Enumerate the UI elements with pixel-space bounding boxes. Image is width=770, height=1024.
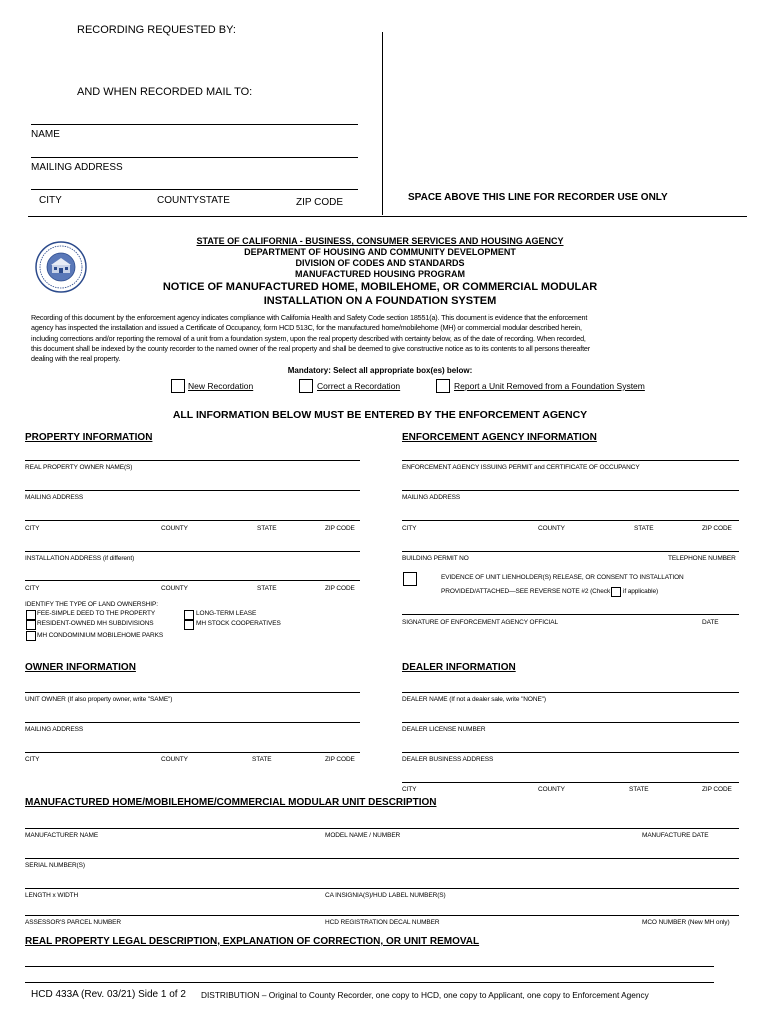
- dealer-license-label: DEALER LICENSE NUMBER: [402, 726, 486, 733]
- form-title-line-1: NOTICE OF MANUFACTURED HOME, MOBILEHOME, OR COMMERCIAL MODULAR: [162, 281, 598, 293]
- intro-line: including corrections and/or reporting the removal of a unit from a foundation system, upon the real property described with certainty below, as of the date of recording. When recorded,: [31, 333, 586, 343]
- issuing-agency-line[interactable]: [402, 460, 739, 461]
- agency-zip-label: ZIP CODE: [702, 525, 732, 532]
- install-county-label: COUNTY: [161, 585, 188, 592]
- legal-line-1[interactable]: [25, 966, 714, 967]
- intro-line: Recording of this document by the enforcement agency indicates compliance with California Health and Safety Code section 18551(a). This document is evidence that the enforcement: [31, 313, 588, 322]
- long-term-lease-label: LONG-TERM LEASE: [196, 610, 257, 617]
- city-label: CITY: [39, 195, 62, 206]
- install-zip-label: ZIP CODE: [325, 585, 355, 592]
- property-mailing-line[interactable]: [25, 490, 360, 491]
- issuing-agency-label: ENFORCEMENT AGENCY ISSUING PERMIT and CERTIFICATE OF OCCUPANCY: [402, 464, 640, 471]
- signature-line[interactable]: [402, 614, 739, 615]
- signature-label: SIGNATURE OF ENFORCEMENT AGENCY OFFICIAL: [402, 619, 558, 626]
- parcel-line[interactable]: [25, 915, 739, 916]
- mco-label: MCO NUMBER (New MH only): [642, 919, 730, 926]
- decal-label: HCD REGISTRATION DECAL NUMBER: [325, 919, 440, 926]
- stock-coop-label: MH STOCK COOPERATIVES: [196, 620, 281, 627]
- property-city-label: CITY: [25, 525, 40, 532]
- lienholder-label-2b: if applicable): [623, 588, 659, 595]
- owner-names-line[interactable]: [25, 460, 360, 461]
- stock-coop-checkbox[interactable]: [184, 620, 194, 630]
- mailing-address-line[interactable]: [31, 157, 358, 158]
- lienholder-label-2a: PROVIDED/ATTACHED—SEE REVERSE NOTE #2 (Check: [441, 588, 611, 595]
- permit-no-label: BUILDING PERMIT NO: [402, 555, 469, 562]
- fee-simple-checkbox[interactable]: [26, 610, 36, 620]
- lienholder-label-1: EVIDENCE OF UNIT LIENHOLDER(S) RELEASE, OR CONSENT TO INSTALLATION: [441, 574, 684, 581]
- dealer-city-label: CITY: [402, 786, 417, 793]
- enforcement-info-heading: ENFORCEMENT AGENCY INFORMATION: [402, 432, 597, 443]
- model-label: MODEL NAME / NUMBER: [325, 832, 401, 839]
- signature-date-label: DATE: [702, 619, 719, 626]
- form-id: HCD 433A (Rev. 03/21) Side 1 of 2: [31, 989, 186, 1000]
- dealer-info-heading: DEALER INFORMATION: [402, 662, 516, 673]
- property-county-label: COUNTY: [161, 525, 188, 532]
- owner-zip-label: ZIP CODE: [325, 756, 355, 763]
- owner-city-label: CITY: [25, 756, 40, 763]
- land-ownership-label: IDENTIFY THE TYPE OF LAND OWNERSHIP:: [25, 601, 158, 608]
- agency-state-label: STATE: [634, 525, 654, 532]
- telephone-label: TELEPHONE NUMBER: [668, 555, 736, 562]
- agency-mailing-label: MAILING ADDRESS: [402, 494, 461, 501]
- install-city-label: CITY: [25, 585, 40, 592]
- agency-line-2: DEPARTMENT OF HOUSING AND COMMUNITY DEVELOPMENT: [244, 247, 516, 257]
- insignia-label: CA INSIGNIA(S)/HUD LABEL NUMBER(S): [325, 892, 446, 899]
- agency-city-line[interactable]: [402, 520, 739, 521]
- city-line[interactable]: [31, 189, 358, 190]
- all-info-heading: ALL INFORMATION BELOW MUST BE ENTERED BY THE ENFORCEMENT AGENCY: [172, 409, 588, 421]
- long-term-lease-checkbox[interactable]: [184, 610, 194, 620]
- mail-to-label: AND WHEN RECORDED MAIL TO:: [77, 86, 253, 98]
- install-city-line[interactable]: [25, 580, 360, 581]
- agency-heading: [150, 236, 610, 280]
- name-label: NAME: [31, 129, 60, 140]
- agency-line-4: MANUFACTURED HOUSING PROGRAM: [295, 269, 465, 279]
- property-mailing-label: MAILING ADDRESS: [25, 494, 84, 501]
- new-recordation-label: New Recordation: [188, 381, 254, 391]
- distribution-note: DISTRIBUTION – Original to County Recorder, one copy to HCD, one copy to Applicant, one copy to Enforcement Agency: [201, 990, 649, 1000]
- owner-state-label: STATE: [252, 756, 272, 763]
- serial-label: SERIAL NUMBER(S): [25, 862, 85, 869]
- correct-recordation-checkbox[interactable]: [299, 379, 313, 393]
- dealer-name-line[interactable]: [402, 692, 739, 693]
- dealer-zip-label: ZIP CODE: [702, 786, 732, 793]
- dealer-county-label: COUNTY: [538, 786, 565, 793]
- county-state-label: COUNTYSTATE: [157, 195, 230, 206]
- report-removed-label: Report a Unit Removed from a Foundation System: [454, 381, 645, 391]
- manufacture-date-label: MANUFACTURE DATE: [642, 832, 709, 839]
- resident-owned-label: RESIDENT-OWNED MH SUBDIVISIONS: [37, 620, 154, 627]
- owner-info-heading: OWNER INFORMATION: [25, 662, 136, 673]
- agency-county-label: COUNTY: [538, 525, 565, 532]
- parcel-label: ASSESSOR'S PARCEL NUMBER: [25, 919, 122, 926]
- install-state-label: STATE: [257, 585, 277, 592]
- owner-mailing-label: MAILING ADDRESS: [25, 726, 84, 733]
- property-city-line[interactable]: [25, 520, 360, 521]
- mailing-address-label: MAILING ADDRESS: [31, 162, 123, 173]
- form-title-line-2: INSTALLATION ON A FOUNDATION SYSTEM: [263, 295, 497, 307]
- install-address-label: INSTALLATION ADDRESS (if different): [25, 555, 135, 562]
- lienholder-applicable-checkbox[interactable]: [611, 587, 621, 597]
- intro-line: agency has inspected the installation and issued a Certificate of Occupancy, form HCD 513C, for the manufactured home/mobilehome (MH) or commercial modular described herein,: [31, 323, 582, 333]
- dealer-state-label: STATE: [629, 786, 649, 793]
- agency-city-label: CITY: [402, 525, 417, 532]
- fee-simple-label: FEE-SIMPLE DEED TO THE PROPERTY: [37, 610, 156, 617]
- mandatory-label: Mandatory: Select all appropriate box(es) below:: [287, 366, 473, 375]
- resident-owned-checkbox[interactable]: [26, 620, 36, 630]
- agency-mailing-line[interactable]: [402, 490, 739, 491]
- property-zip-label: ZIP CODE: [325, 525, 355, 532]
- serial-line[interactable]: [25, 858, 739, 859]
- new-recordation-checkbox[interactable]: [171, 379, 185, 393]
- agency-line-1: STATE OF CALIFORNIA - BUSINESS, CONSUMER SERVICES AND HOUSING AGENCY: [196, 236, 564, 246]
- unit-owner-line[interactable]: [25, 692, 360, 693]
- recorder-use-text: SPACE ABOVE THIS LINE FOR RECORDER USE ONLY: [408, 192, 668, 203]
- recorder-divider: [382, 32, 383, 215]
- hcd-seal-icon: [35, 241, 87, 293]
- intro-line: this document shall be indexed by the county recorder to the named owner of the real property and shall be deemed to give constructive notice as to its contents to all persons thereafter: [31, 343, 591, 353]
- zip-code-label: ZIP CODE: [296, 197, 344, 208]
- legal-description-heading: REAL PROPERTY LEGAL DESCRIPTION, EXPLANATION OF CORRECTION, OR UNIT REMOVAL: [25, 936, 480, 947]
- intro-paragraph: [31, 313, 741, 364]
- lienholder-checkbox[interactable]: [403, 572, 417, 586]
- correct-recordation-label: Correct a Recordation: [317, 381, 401, 391]
- dealer-city-line[interactable]: [402, 782, 739, 783]
- agency-line-3: DIVISION OF CODES AND STANDARDS: [295, 258, 465, 268]
- unit-description-heading: MANUFACTURED HOME/MOBILEHOME/COMMERCIAL MODULAR UNIT DESCRIPTION: [25, 797, 437, 808]
- manufacturer-label: MANUFACTURER NAME: [25, 832, 99, 839]
- dealer-address-line[interactable]: [402, 752, 739, 753]
- condominium-label: MH CONDOMINIUM MOBILEHOME PARKS: [37, 632, 164, 639]
- permit-line[interactable]: [402, 551, 739, 552]
- owner-names-label: REAL PROPERTY OWNER NAME(S): [25, 464, 133, 471]
- condominium-checkbox[interactable]: [26, 631, 36, 641]
- owner-mailing-line[interactable]: [25, 722, 360, 723]
- length-width-line[interactable]: [25, 888, 739, 889]
- recorder-line: [28, 216, 747, 217]
- length-width-label: LENGTH x WIDTH: [25, 892, 79, 899]
- install-address-line[interactable]: [25, 551, 360, 552]
- recording-requested-label: RECORDING REQUESTED BY:: [77, 24, 236, 36]
- name-line[interactable]: [31, 124, 358, 125]
- intro-line: dealing with the real property.: [31, 354, 121, 364]
- dealer-address-label: DEALER BUSINESS ADDRESS: [402, 756, 494, 763]
- owner-city-line[interactable]: [25, 752, 360, 753]
- property-state-label: STATE: [257, 525, 277, 532]
- dealer-license-line[interactable]: [402, 722, 739, 723]
- unit-owner-label: UNIT OWNER (If also property owner, write "SAME"): [25, 696, 173, 703]
- report-removed-checkbox[interactable]: [436, 379, 450, 393]
- form-title: [100, 280, 660, 308]
- manufacturer-line[interactable]: [25, 828, 739, 829]
- property-info-heading: PROPERTY INFORMATION: [25, 432, 153, 443]
- legal-line-2[interactable]: [25, 982, 714, 983]
- dealer-name-label: DEALER NAME (If not a dealer sale, write "NONE"): [402, 696, 546, 703]
- owner-county-label: COUNTY: [161, 756, 188, 763]
